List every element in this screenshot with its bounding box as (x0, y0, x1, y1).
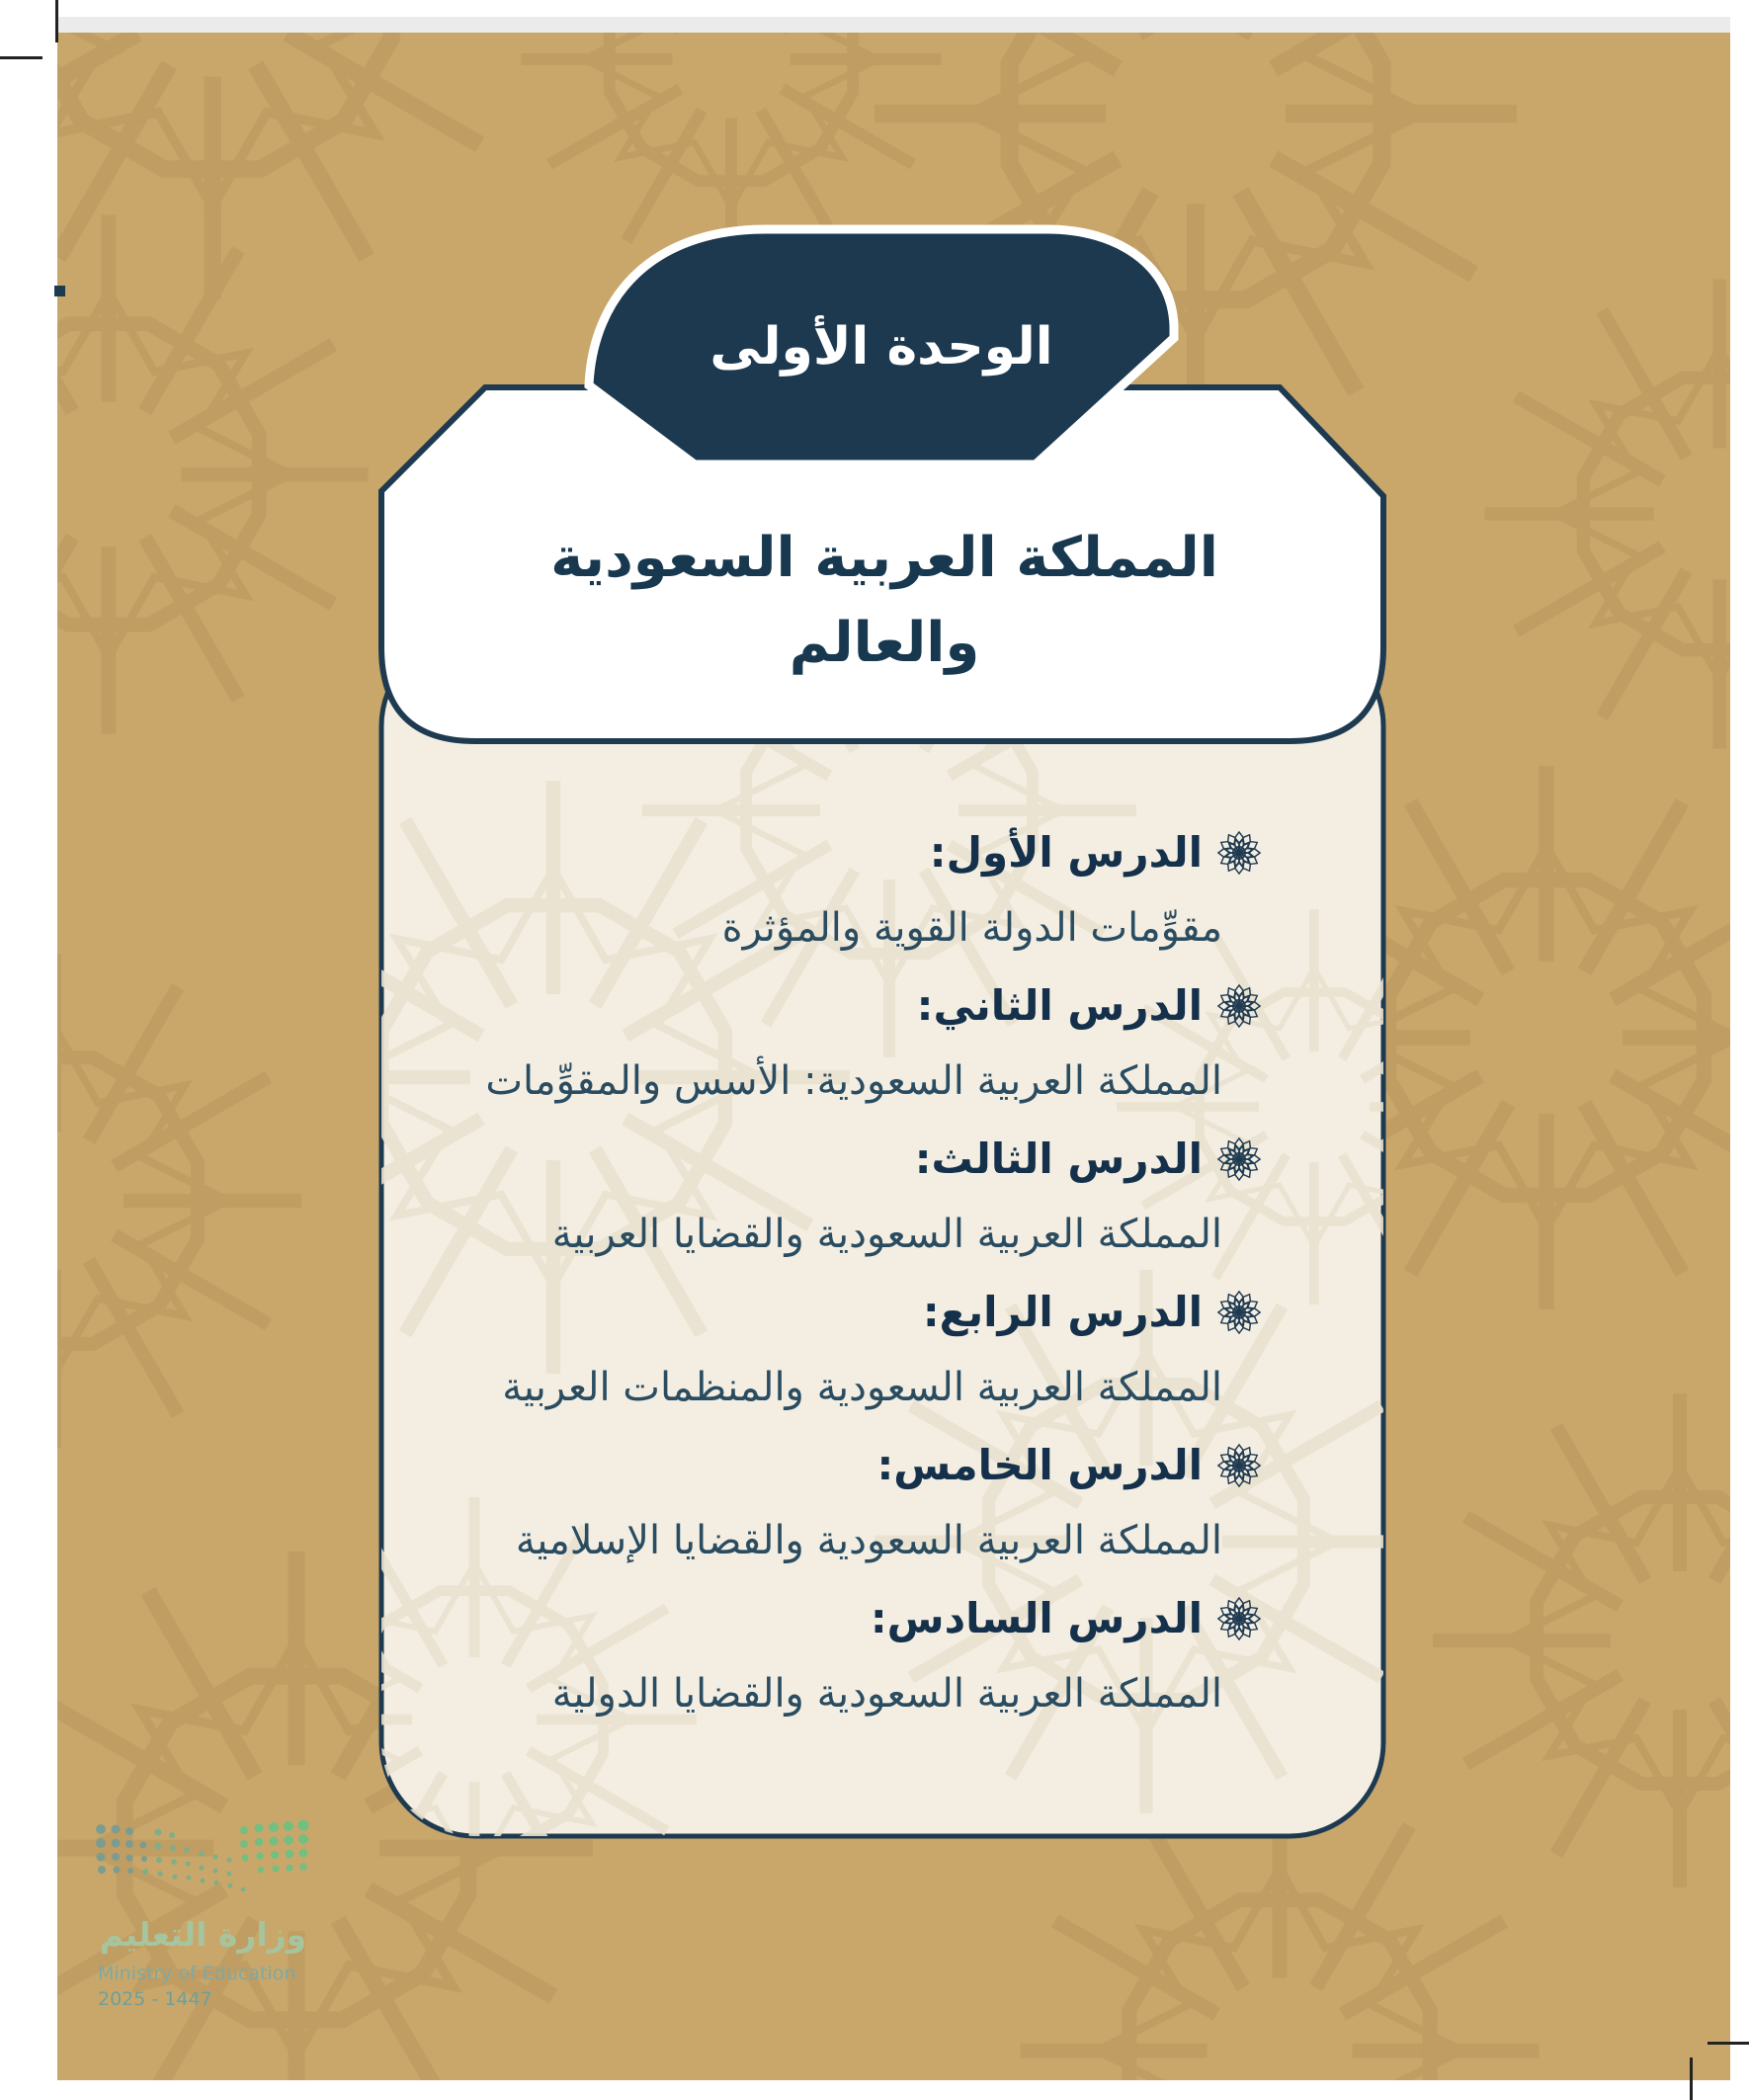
lesson-label: الدرس الخامس: (876, 1441, 1203, 1489)
lesson-title: المملكة العربية السعودية: الأسس والمقوِّمات (485, 1058, 1222, 1104)
lesson-title: المملكة العربية السعودية والقضايا العربية (551, 1212, 1222, 1257)
lesson-title: المملكة العربية السعودية والقضايا الدولية (551, 1671, 1222, 1717)
lesson-title: مقوِّمات الدولة القوية والمؤثرة (721, 905, 1222, 951)
lesson-item-5 (373, 1441, 1262, 1565)
crop-mark-top-left-horizontal (0, 56, 42, 59)
rosette-icon (1216, 1136, 1262, 1182)
rosette-icon (1216, 1290, 1262, 1335)
rosette-icon (1216, 1443, 1262, 1488)
edition-year: 2025 - 1447 (98, 1988, 212, 2010)
rosette-icon (1216, 830, 1262, 876)
lesson-label: الدرس الرابع: (922, 1288, 1203, 1336)
ministry-wordmark-arabic: وزارة التعليم (99, 1915, 307, 1954)
crop-mark-bottom-right-vertical (1690, 2058, 1693, 2100)
lesson-header (373, 1594, 1262, 1643)
lesson-title: المملكة العربية السعودية والمنظمات العربية (502, 1365, 1222, 1410)
lesson-item-3 (373, 1134, 1262, 1259)
unit-badge-label: الوحدة الأولى (709, 317, 1053, 377)
unit-title-line-2: والعالم (789, 611, 980, 675)
lesson-label: الدرس الثاني: (916, 981, 1203, 1030)
rosette-icon (1216, 1596, 1262, 1641)
lesson-title: المملكة العربية السعودية والقضايا الإسلامية (515, 1518, 1222, 1563)
lesson-header (373, 1288, 1262, 1337)
lesson-header (373, 1134, 1262, 1184)
crop-mark-top-left-vertical (55, 0, 58, 42)
lesson-label: الدرس الثالث: (914, 1134, 1203, 1183)
lesson-label: الدرس الأول: (929, 828, 1203, 877)
lesson-item-4 (373, 1288, 1262, 1412)
lesson-header (373, 981, 1262, 1031)
rosette-icon (1216, 983, 1262, 1029)
lesson-item-1 (373, 828, 1262, 953)
lesson-header (373, 1441, 1262, 1490)
lesson-label: الدرس السادس: (870, 1594, 1203, 1642)
lesson-item-6 (373, 1594, 1262, 1719)
lesson-header (373, 828, 1262, 878)
ministry-wordmark-english: Ministry of Education (98, 1963, 296, 1984)
unit-title-line-1: المملكة العربية السعودية (550, 526, 1218, 590)
registration-square (54, 286, 65, 296)
lesson-item-2 (373, 981, 1262, 1106)
crop-mark-bottom-right-horizontal (1707, 2042, 1749, 2045)
